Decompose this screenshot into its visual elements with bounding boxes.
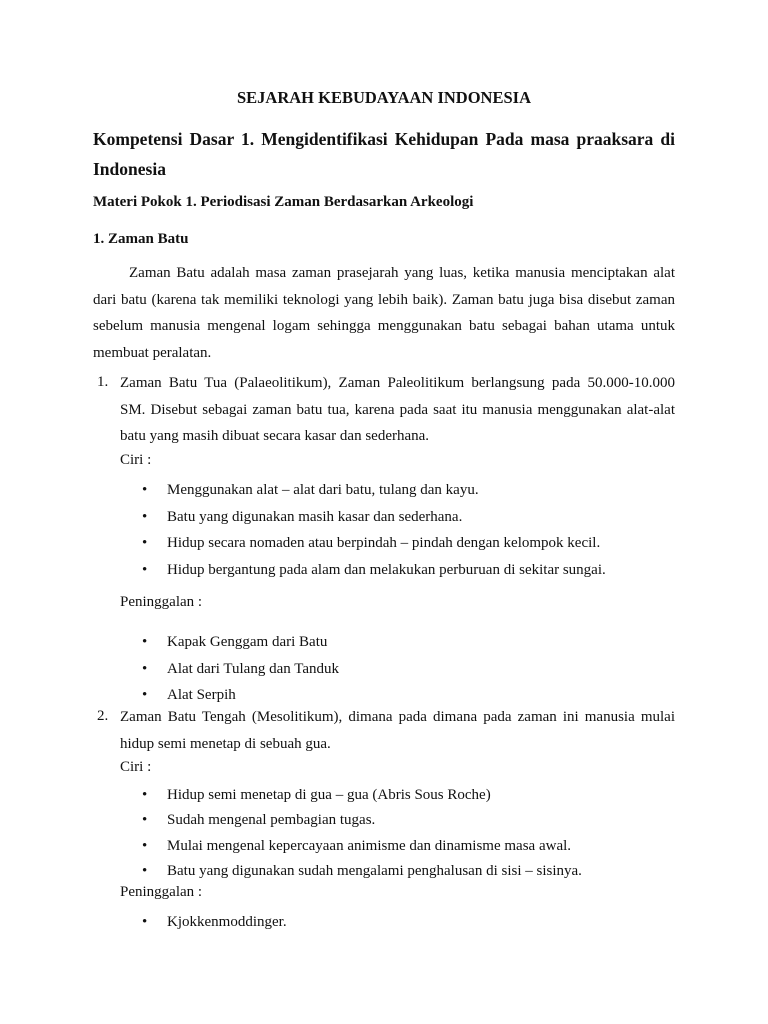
list-item: • Hidup secara nomaden atau berpindah – pindah dengan kelompok kecil.: [140, 530, 606, 557]
item-1-peninggalan-label: Peninggalan :: [120, 594, 203, 610]
list-item: • Alat dari Tulang dan Tanduk: [140, 656, 339, 683]
item-1-ciri-label: Ciri :: [120, 452, 152, 468]
materi-pokok-heading: Materi Pokok 1. Periodisasi Zaman Berdasarkan Arkeologi: [93, 194, 474, 210]
item-1-peninggalan-list: [140, 629, 339, 709]
list-item: • Kjokkenmoddinger.: [140, 910, 287, 935]
item-1-ciri-list: [140, 477, 606, 584]
list-item: • Batu yang digunakan masih kasar dan sederhana.: [140, 504, 606, 531]
list-item: • Hidup bergantung pada alam dan melakukan perburuan di sekitar sungai.: [140, 557, 606, 584]
list-item: • Alat Serpih: [140, 682, 339, 709]
section-heading-zaman-batu: 1. Zaman Batu: [93, 231, 189, 247]
list-item: • Hidup semi menetap di gua – gua (Abris Sous Roche): [140, 783, 582, 808]
list-number-1: 1.: [97, 374, 109, 390]
item-2-ciri-label: Ciri :: [120, 759, 152, 775]
list-item: • Mulai mengenal kepercayaan animisme dan dinamisme masa awal.: [140, 834, 582, 859]
document-title: SEJARAH KEBUDAYAAN INDONESIA: [236, 88, 531, 107]
intro-paragraph: Zaman Batu adalah masa zaman prasejarah yang luas, ketika manusia menciptakan alat dari batu (karena tak memiliki teknologi yang lebih baik). Zaman batu juga bisa disebut zaman sebelum manusia mengenal logam sehingga menggunakan batu sebagai bahan utama untuk membuat peralatan.: [93, 265, 675, 361]
list-item: • Menggunakan alat – alat dari batu, tulang dan kayu.: [140, 477, 606, 504]
item-1-paragraph: Zaman Batu Tua (Palaeolitikum), Zaman Paleolitikum berlangsung pada 50.000-10.000 SM. Disebut sebagai zaman batu tua, karena pada saat itu manusia menggunakan alat-alat batu yang masih dibuat secara kasar dan sederhana.: [120, 375, 675, 444]
kompetensi-dasar-heading: Kompetensi Dasar 1. Mengidentifikasi Kehidupan Pada masa praaksara di Indonesia: [93, 129, 675, 179]
list-number-2: 2.: [97, 708, 109, 724]
list-item: • Kapak Genggam dari Batu: [140, 629, 339, 656]
item-2-ciri-list: [140, 783, 582, 884]
item-2-paragraph: Zaman Batu Tengah (Mesolitikum), dimana pada dimana pada zaman ini manusia mulai hidup semi menetap di sebuah gua.: [120, 709, 675, 752]
list-item: • Sudah mengenal pembagian tugas.: [140, 808, 582, 833]
item-2-peninggalan-label: Peninggalan :: [120, 884, 203, 900]
item-2-peninggalan-list: [140, 910, 287, 935]
list-item: • Batu yang digunakan sudah mengalami penghalusan di sisi – sisinya.: [140, 859, 582, 884]
